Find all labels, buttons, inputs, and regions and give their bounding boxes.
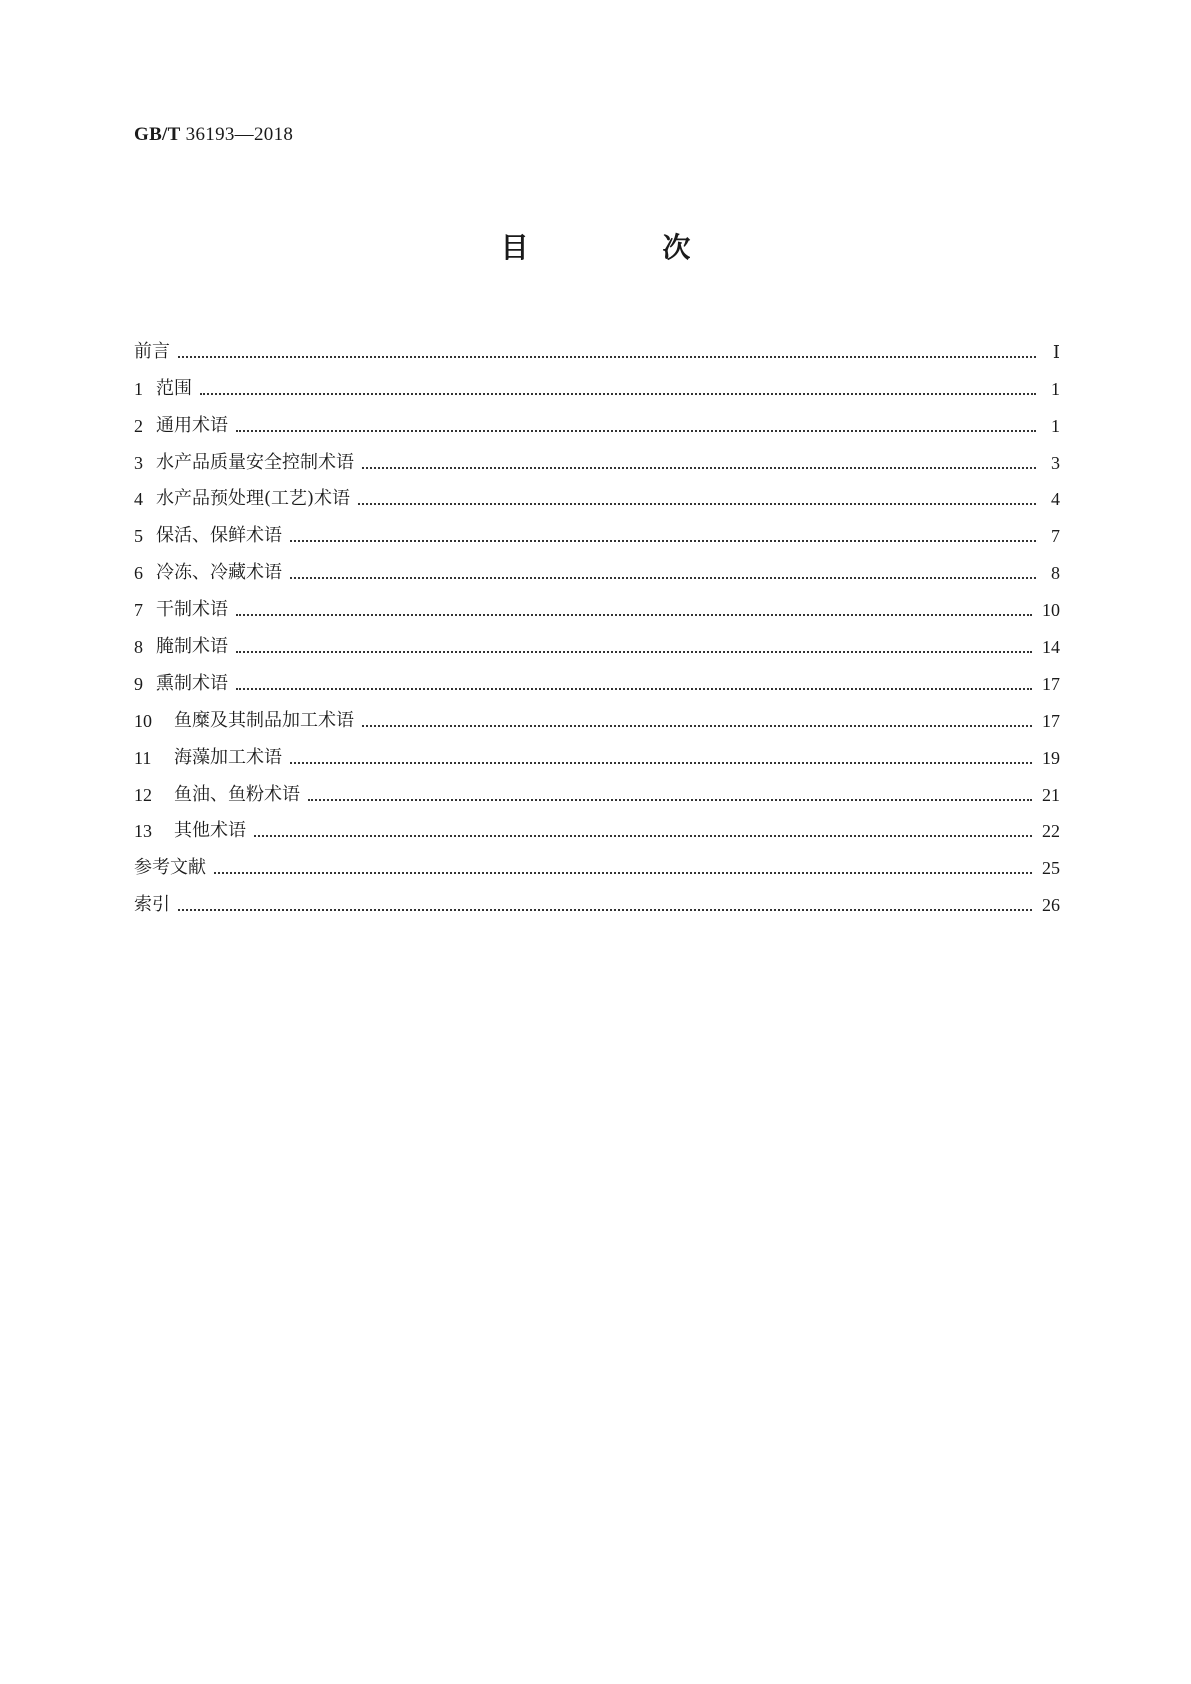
toc-entry[interactable] <box>134 621 1060 658</box>
toc-entry-number: 13 <box>134 821 152 842</box>
dot-leader <box>178 909 1032 911</box>
page-title: 目 次 <box>500 231 753 264</box>
toc-entry-label: 鱼油、鱼粉术语 <box>174 783 300 805</box>
dot-leader <box>236 688 1032 690</box>
dot-leader <box>290 540 1036 542</box>
toc-entry-page: 4 <box>1051 489 1060 510</box>
toc-entry-label: 参考文献 <box>134 857 206 879</box>
toc-entry-label: 水产品质量安全控制术语 <box>156 451 354 473</box>
dot-leader <box>358 503 1036 505</box>
toc-entry[interactable] <box>134 658 1060 695</box>
toc-entry[interactable] <box>134 400 1060 437</box>
dot-leader <box>236 614 1032 616</box>
toc-entry-number: 5 <box>134 526 143 547</box>
dot-leader <box>290 577 1036 579</box>
toc-entry-label: 熏制术语 <box>156 672 228 694</box>
toc-entry[interactable] <box>134 584 1060 621</box>
toc-entry-page: 22 <box>1042 821 1060 842</box>
toc-entry[interactable] <box>134 437 1060 474</box>
toc-entry-page: 7 <box>1051 526 1060 547</box>
standard-code <box>134 124 293 146</box>
toc-entry-number: 9 <box>134 673 143 694</box>
toc-entry-page: 10 <box>1042 600 1060 621</box>
toc-entry-label: 保活、保鲜术语 <box>156 525 282 547</box>
toc-entry[interactable] <box>134 695 1060 732</box>
toc-entry-page: 3 <box>1051 452 1060 473</box>
toc-entry-label: 腌制术语 <box>156 636 228 658</box>
toc-entry-page: 19 <box>1042 747 1060 768</box>
toc-entry-label: 索引 <box>134 894 170 916</box>
standard-prefix: GB/T <box>134 124 181 145</box>
toc-entry-page: 26 <box>1042 895 1060 916</box>
toc-entry-page: 1 <box>1051 415 1060 436</box>
toc-entry-page: 17 <box>1042 673 1060 694</box>
toc-entry-number: 2 <box>134 415 143 436</box>
toc-entry-label: 其他术语 <box>174 820 246 842</box>
dot-leader <box>362 467 1036 469</box>
toc-entry-number: 10 <box>134 710 152 731</box>
toc-entry[interactable] <box>134 769 1060 806</box>
toc-entry-number: 7 <box>134 600 143 621</box>
toc-entry-page: 1 <box>1051 378 1060 399</box>
dot-leader <box>254 835 1032 837</box>
toc-entry-page: 25 <box>1042 858 1060 879</box>
dot-leader <box>308 799 1032 801</box>
toc-entry-label: 范围 <box>156 377 192 399</box>
toc-entry-label: 干制术语 <box>156 599 228 621</box>
toc-entry[interactable] <box>134 474 1060 511</box>
toc-entry-number: 3 <box>134 452 143 473</box>
toc-entry-label: 海藻加工术语 <box>174 746 282 768</box>
toc-entry-page: 17 <box>1042 710 1060 731</box>
toc-entry[interactable] <box>134 842 1060 879</box>
toc-entry[interactable] <box>134 806 1060 843</box>
toc-entry-number: 4 <box>134 489 143 510</box>
dot-leader <box>178 356 1036 358</box>
toc-entry-label: 水产品预处理(工艺)术语 <box>156 488 351 510</box>
dot-leader <box>236 430 1036 432</box>
toc-entry-number: 6 <box>134 563 143 584</box>
dot-leader <box>236 651 1032 653</box>
toc-entry-label: 鱼糜及其制品加工术语 <box>174 709 354 731</box>
toc-entry-page: 14 <box>1042 637 1060 658</box>
toc-entry-number: 12 <box>134 784 152 805</box>
toc-entry[interactable] <box>134 363 1060 400</box>
toc-entry-label: 冷冻、冷藏术语 <box>156 562 282 584</box>
toc-entry-number: 8 <box>134 637 143 658</box>
table-of-contents <box>134 326 1060 916</box>
toc-entry-number: 11 <box>134 747 152 768</box>
toc-entry[interactable] <box>134 326 1060 363</box>
toc-entry-number: 1 <box>134 378 143 399</box>
dot-leader <box>214 872 1032 874</box>
toc-entry[interactable] <box>134 510 1060 547</box>
standard-number: 36193—2018 <box>185 124 294 145</box>
toc-entry-label: 前言 <box>134 340 170 362</box>
toc-entry-page: 8 <box>1051 563 1060 584</box>
toc-entry[interactable] <box>134 732 1060 769</box>
dot-leader <box>290 762 1032 764</box>
toc-entry[interactable] <box>134 879 1060 916</box>
toc-entry-page: 21 <box>1042 784 1060 805</box>
toc-entry[interactable] <box>134 547 1060 584</box>
dot-leader <box>362 725 1032 727</box>
toc-entry-label: 通用术语 <box>156 414 228 436</box>
dot-leader <box>200 393 1036 395</box>
toc-entry-page: Ⅰ <box>1052 341 1060 362</box>
